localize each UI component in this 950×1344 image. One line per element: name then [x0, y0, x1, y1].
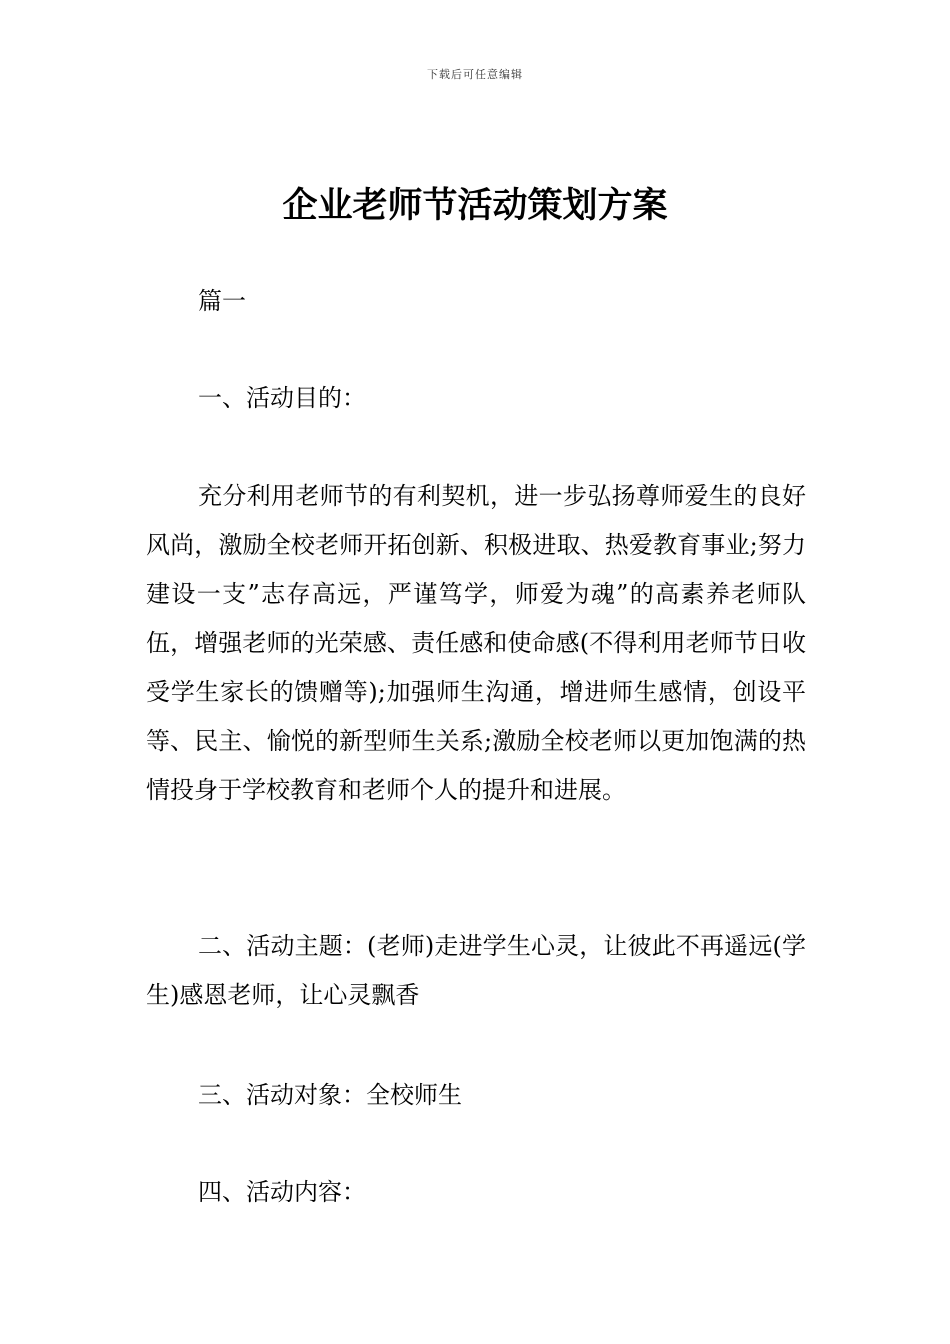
header-note: 下载后可任意编辑 — [427, 68, 523, 81]
paragraph-activity-purpose: 充分利用老师节的有利契机，进一步弘扬尊师爱生的良好风尚，激励全校老师开拓创新、积极进取、热爱教育事业;努力建设一支”志存高远，严谨笃学，师爱为魂”的高素养老师队伍，增强老师的光荣感、责任感和使命感(不得利用老师节日收受学生家长的馈赠等);加强师生沟通，增进师生感情，创设平等、民主、愉悦的新型师生关系;激励全校老师以更加饱满的热情投身于学校教育和老师个人的提升和进展。 — [146, 482, 806, 804]
section-label: 篇一 — [198, 287, 246, 315]
heading-activity-purpose: 一、活动目的： — [198, 384, 366, 412]
heading-activity-content: 四、活动内容： — [198, 1178, 366, 1206]
heading-activity-theme: 二、活动主题：(老师)走进学生心灵，让彼此不再遥远(学生)感恩老师，让心灵飘香 — [146, 932, 806, 1009]
document-title: 企业老师节活动策划方案 — [282, 186, 668, 226]
heading-activity-target: 三、活动对象：全校师生 — [198, 1081, 462, 1109]
